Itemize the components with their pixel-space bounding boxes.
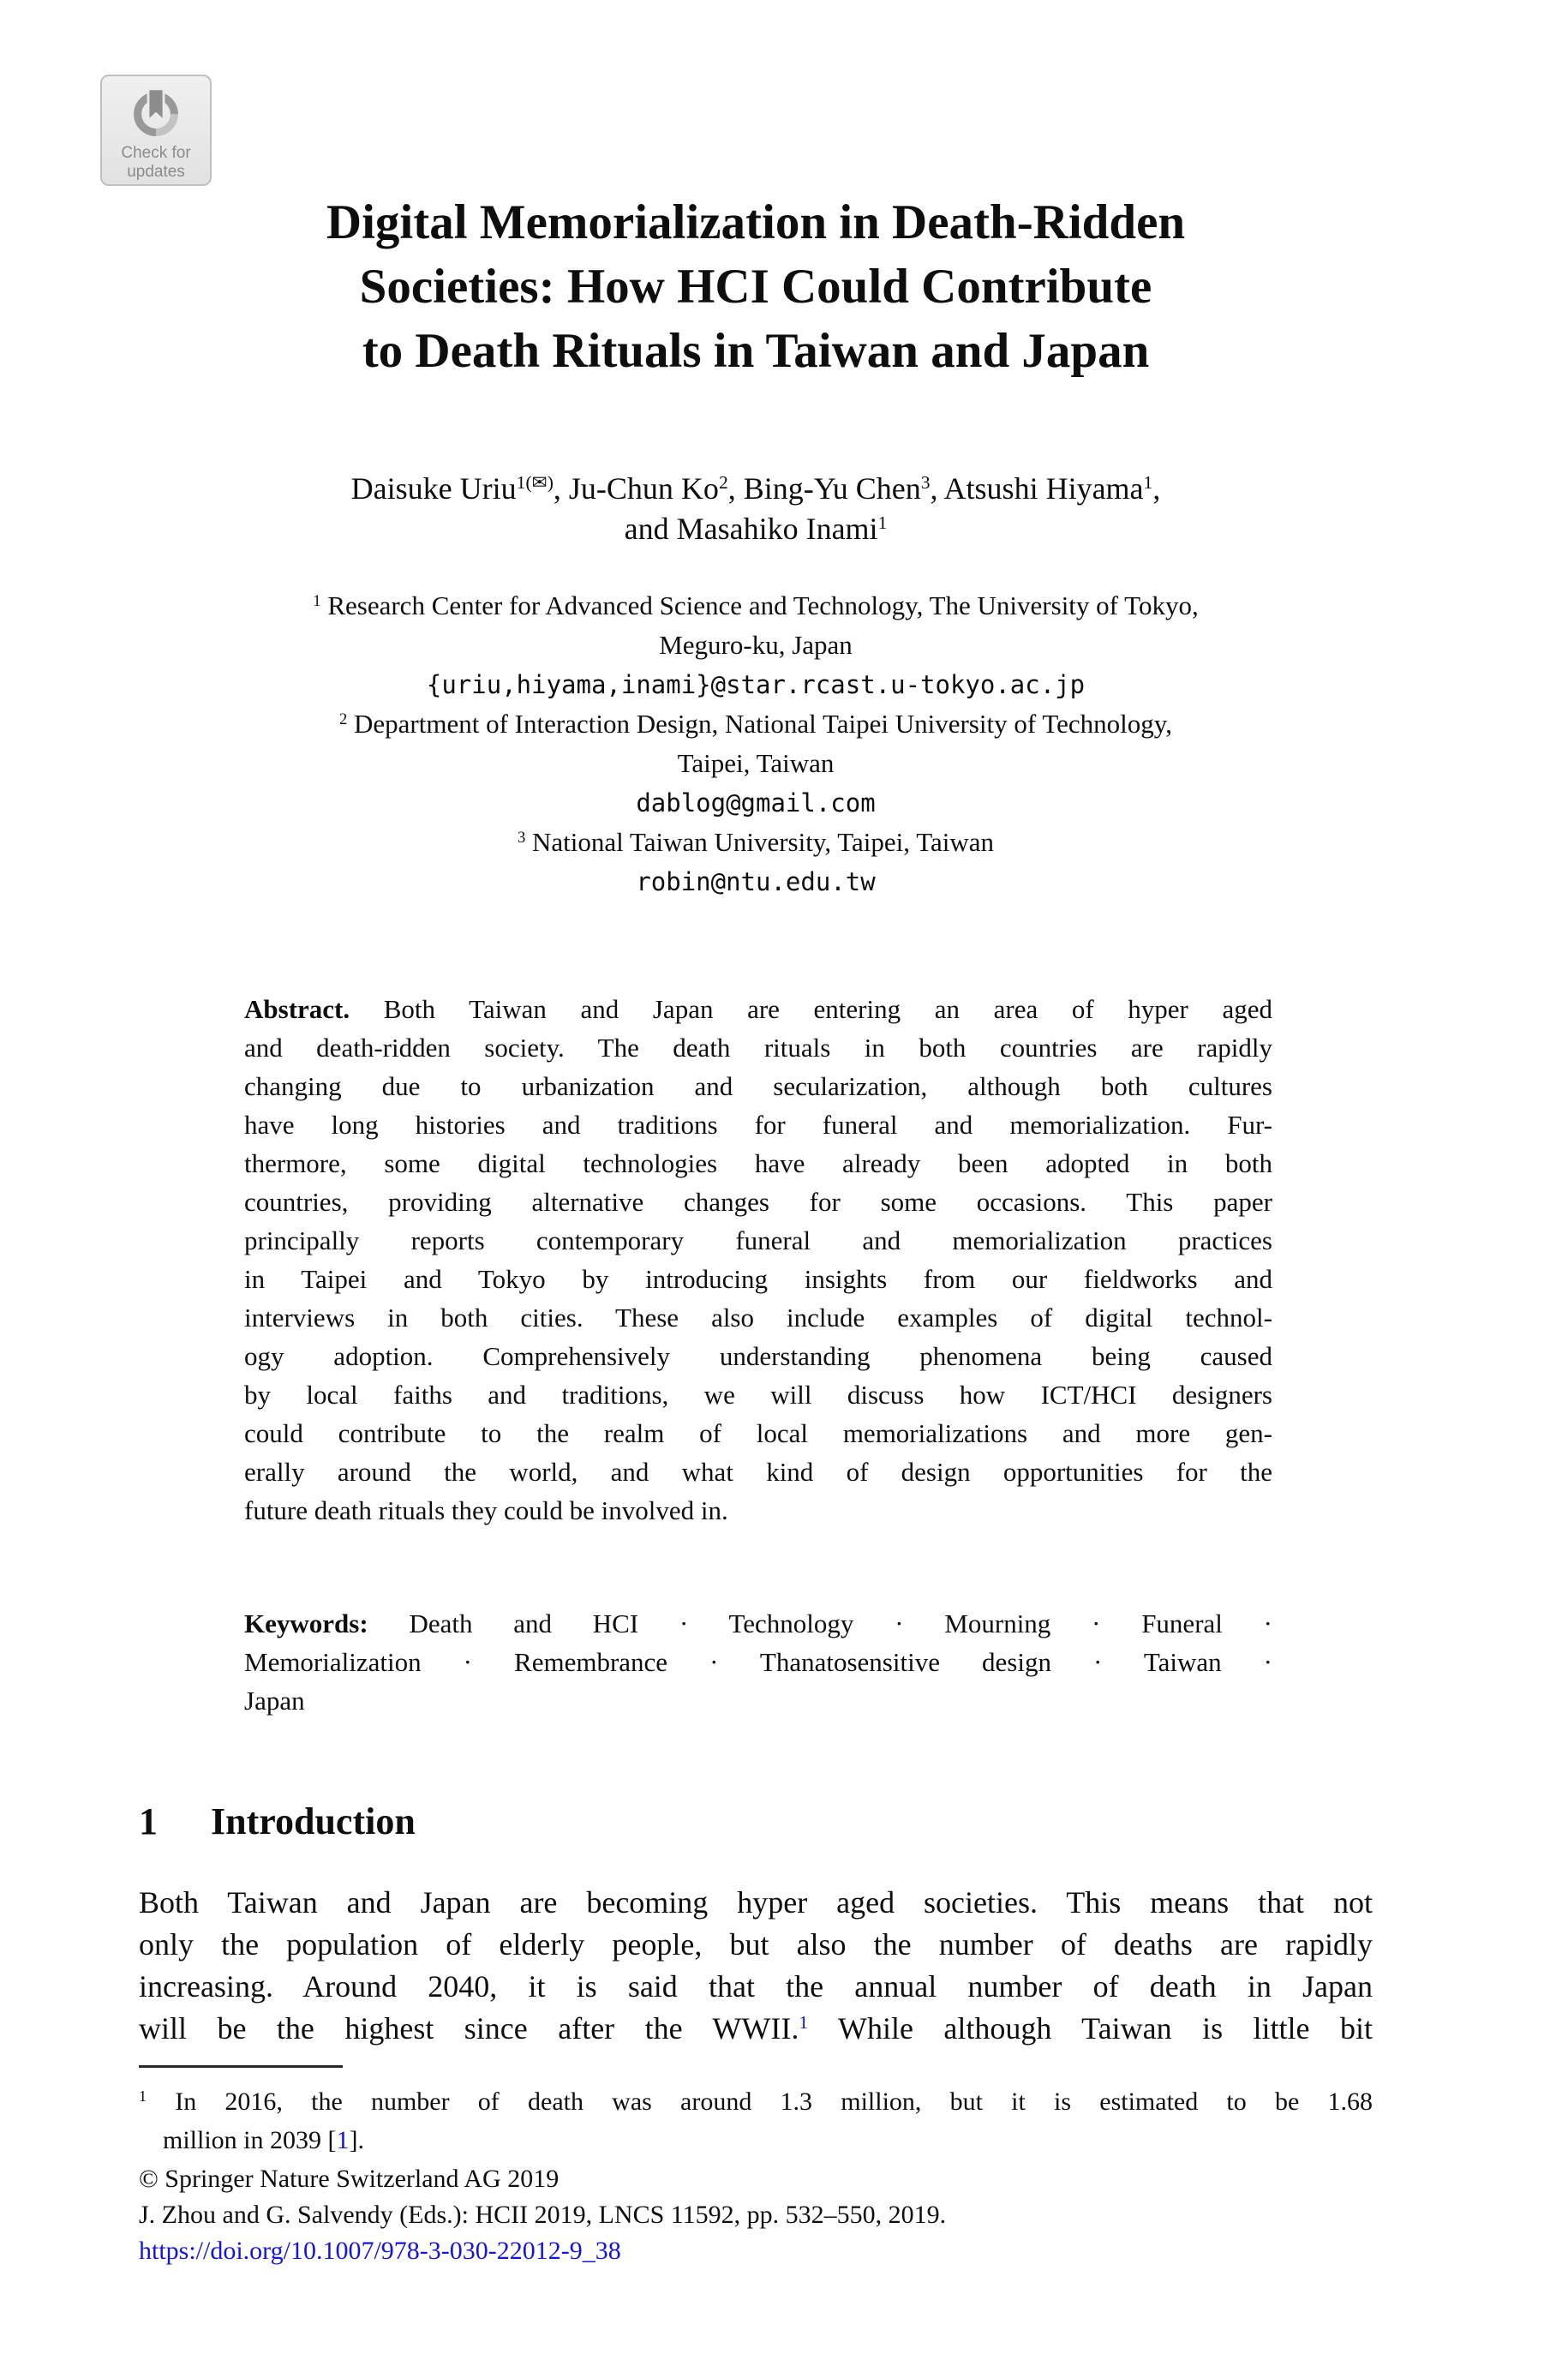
text-line: Abstract. Both Taiwan and Japan are entering an area of hyper aged [244, 994, 1272, 1024]
text-line: Taipei, Taiwan [677, 748, 835, 778]
text-line: Meguro-ku, Japan [659, 630, 853, 660]
text-line: future death rituals they could be involved in. [244, 1495, 728, 1525]
text-line: and Masahiko Inami$^1$ [624, 512, 888, 546]
text-line: Societies: How HCI Could Contribute [359, 260, 1152, 314]
text-line: Memorialization · Remembrance · Thanatosensitive design · Taiwan · [244, 1647, 1272, 1677]
superscript: 3 [517, 828, 526, 847]
badge-label: Check for updates [121, 144, 191, 181]
footnote-divider [139, 2065, 343, 2068]
footnote [139, 2082, 1373, 2159]
imprint-block [139, 2161, 1373, 2269]
text-line: interviews in both cities. These also include examples of digital technol- [244, 1303, 1272, 1333]
superscript: 1 [877, 512, 888, 534]
superscript: 1 [139, 2087, 147, 2105]
text-line: could contribute to the realm of local memorializations and more gen- [244, 1418, 1272, 1448]
text-line: {uriu,hiyama,inami}@star.rcast.u-tokyo.ac.jp [426, 670, 1086, 699]
author-list [139, 469, 1373, 549]
text-line: Keywords: Death and HCI · Technology · Mourning · Funeral · [244, 1608, 1272, 1638]
text-line: $^1$ In 2016, the number of death was around 1.3 million, but it is estimated to be 1.68 [139, 2087, 1373, 2116]
superscript: 2 [338, 710, 348, 728]
text-line: dablog@gmail.com [636, 788, 876, 818]
text-line: in Taipei and Tokyo by introducing insights from our fieldworks and [244, 1264, 1272, 1294]
text-line: and death-ridden society. The death rituals in both countries are rapidly [244, 1033, 1272, 1063]
text-line: $^1$ Research Center for Advanced Science and Technology, The University of Tokyo, [313, 590, 1199, 620]
keywords [244, 1604, 1272, 1720]
text-line: million in 2039 [1]. [163, 2126, 364, 2154]
doi-link[interactable]: https://doi.org/10.1007/978-3-030-22012-9_38 [139, 2237, 621, 2265]
abstract [244, 990, 1272, 1530]
text-line: will be the highest since after the WWII.$^1$ While although Taiwan is little bit [139, 2011, 1373, 2046]
section-title: Introduction [211, 1800, 416, 1842]
paper-title [139, 190, 1373, 383]
text-line: robin@ntu.edu.tw [636, 867, 876, 896]
text-line: Daisuke Uriu$^{1(✉)}$, Ju-Chun Ko$^2$, Bing-Yu Chen$^3$, Atsushi Hiyama$^1$, [350, 471, 1161, 506]
text-line: have long histories and traditions for funeral and memorialization. Fur- [244, 1110, 1272, 1140]
text-line: countries, providing alternative changes for some occasions. This paper [244, 1187, 1272, 1217]
text-line: erally around the world, and what kind of design opportunities for the [244, 1457, 1272, 1487]
footnote-ref-link[interactable]: 1 [799, 2012, 809, 2034]
text-line: by local faiths and traditions, we will discuss how ICT/HCI designers [244, 1380, 1272, 1410]
text-line: Digital Memorialization in Death-Ridden [326, 195, 1186, 249]
superscript: 1 [1143, 472, 1153, 494]
text-line: ogy adoption. Comprehensively understanding phenomena being caused [244, 1341, 1272, 1371]
text-line: Both Taiwan and Japan are becoming hyper aged societies. This means that not [139, 1885, 1373, 1920]
text-line: $^3$ National Taiwan University, Taipei, Taiwan [517, 827, 995, 857]
superscript: 1 [313, 591, 321, 610]
reference-link[interactable]: 1 [336, 2126, 350, 2154]
check-for-updates-badge[interactable] [100, 75, 212, 186]
text-line: Japan [244, 1686, 305, 1716]
body-paragraph [139, 1882, 1373, 2050]
superscript: 3 [920, 472, 931, 494]
crossmark-bookmark-icon [125, 82, 187, 144]
copyright-line: © Springer Nature Switzerland AG 2019 [139, 2165, 560, 2193]
affiliations [139, 586, 1373, 901]
section-heading [139, 1800, 1373, 1843]
text-line: increasing. Around 2040, it is said that the annual number of death in Japan [139, 1969, 1373, 2004]
text-line: only the population of elderly people, but also the number of deaths are rapidly [139, 1927, 1373, 1962]
text-line: $^2$ Department of Interaction Design, National Taipei University of Technology, [338, 709, 1172, 739]
text-line: thermore, some digital technologies have already been adopted in both [244, 1148, 1272, 1178]
text-line: principally reports contemporary funeral and memorialization practices [244, 1225, 1272, 1255]
superscript: 1(✉) [516, 472, 554, 494]
citation-line: J. Zhou and G. Salvendy (Eds.): HCII 2019, LNCS 11592, pp. 532–550, 2019. [139, 2201, 947, 2229]
superscript: 2 [718, 472, 728, 494]
section-number: 1 [139, 1800, 158, 1842]
text-line: changing due to urbanization and secularization, although both cultures [244, 1071, 1272, 1101]
text-line: to Death Rituals in Taiwan and Japan [362, 324, 1150, 378]
